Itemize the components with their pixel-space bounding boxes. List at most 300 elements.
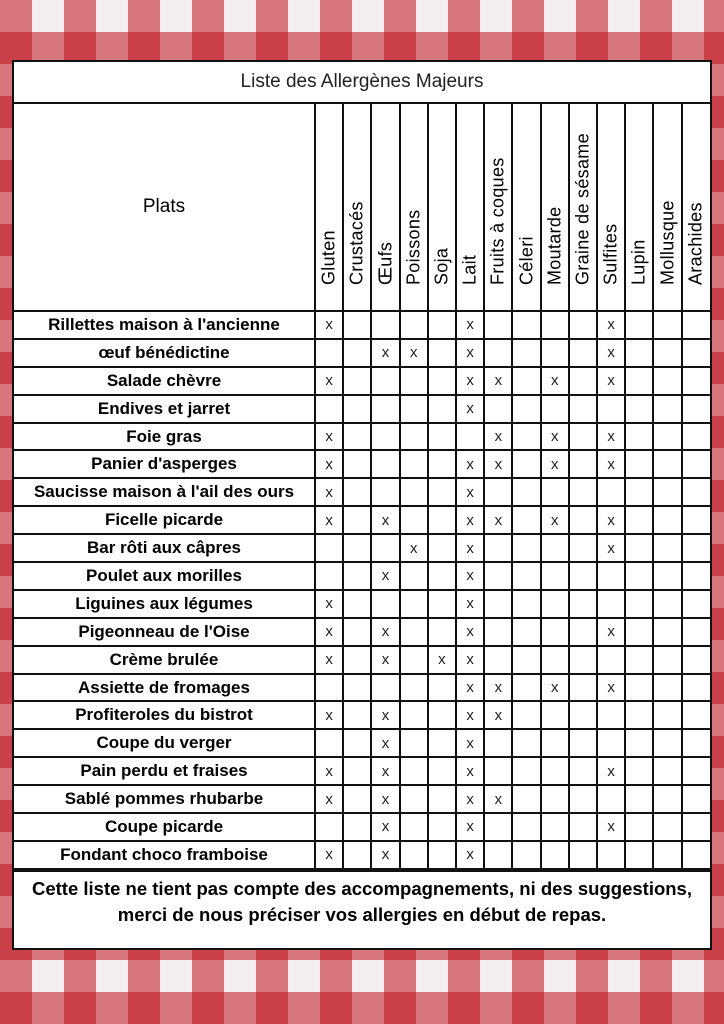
allergen-cell <box>400 785 428 813</box>
dish-name: Salade chèvre <box>14 367 315 395</box>
table-row <box>14 506 710 534</box>
allergen-label: Gluten <box>318 230 339 285</box>
table-row <box>14 311 710 339</box>
allergen-cell <box>343 701 371 729</box>
allergen-mark: x <box>371 339 399 367</box>
allergen-cell <box>428 367 456 395</box>
allergen-cell <box>541 757 569 785</box>
allergen-mark: x <box>484 701 512 729</box>
allergen-cell <box>569 395 597 423</box>
allergen-cell <box>625 478 653 506</box>
dish-name: Coupe du verger <box>14 729 315 757</box>
allergen-cell <box>512 590 540 618</box>
allergen-cell <box>512 618 540 646</box>
allergen-cell <box>428 478 456 506</box>
allergen-mark: x <box>541 506 569 534</box>
allergen-cell <box>653 701 681 729</box>
allergen-cell <box>653 450 681 478</box>
allergen-cell <box>343 478 371 506</box>
allergen-mark: x <box>315 757 343 785</box>
allergen-cell <box>512 395 540 423</box>
allergen-cell <box>512 562 540 590</box>
dish-name: Foie gras <box>14 423 315 451</box>
allergen-mark: x <box>597 367 625 395</box>
allergen-cell <box>315 395 343 423</box>
allergen-cell <box>400 478 428 506</box>
allergen-cell <box>371 450 399 478</box>
allergen-cell <box>343 534 371 562</box>
dish-name: Crème brulée <box>14 646 315 674</box>
allergen-cell <box>484 395 512 423</box>
allergen-header <box>682 104 710 311</box>
allergen-cell <box>625 701 653 729</box>
allergen-cell <box>569 618 597 646</box>
allergen-cell <box>541 841 569 869</box>
allergen-label: Sulfites <box>600 223 621 285</box>
allergen-cell <box>400 395 428 423</box>
allergen-cell <box>625 506 653 534</box>
allergen-cell <box>569 757 597 785</box>
allergen-cell <box>400 618 428 646</box>
allergen-mark: x <box>456 785 484 813</box>
allergen-mark: x <box>541 450 569 478</box>
allergen-cell <box>653 367 681 395</box>
allergen-label: Lupin <box>628 239 649 285</box>
allergen-mark: x <box>541 674 569 702</box>
allergen-cell <box>597 646 625 674</box>
allergen-cell <box>682 618 710 646</box>
allergen-mark: x <box>371 701 399 729</box>
allergen-cell <box>653 757 681 785</box>
allergen-cell <box>569 311 597 339</box>
dish-name: Saucisse maison à l'ail des ours <box>14 478 315 506</box>
allergen-cell <box>512 367 540 395</box>
allergen-cell <box>428 534 456 562</box>
allergen-mark: x <box>597 423 625 451</box>
allergen-mark: x <box>371 562 399 590</box>
allergen-label: Fruits à coques <box>487 157 508 285</box>
allergen-cell <box>541 813 569 841</box>
allergen-cell <box>625 534 653 562</box>
allergen-cell <box>653 395 681 423</box>
allergen-header <box>512 104 540 311</box>
allergen-mark: x <box>597 450 625 478</box>
dish-name: Fondant choco framboise <box>14 841 315 869</box>
allergen-cell <box>512 841 540 869</box>
allergen-cell <box>400 813 428 841</box>
dish-name: Ficelle picarde <box>14 506 315 534</box>
allergen-cell <box>484 841 512 869</box>
allergen-cell <box>597 395 625 423</box>
allergen-cell <box>343 674 371 702</box>
allergen-cell <box>400 562 428 590</box>
allergen-cell <box>512 701 540 729</box>
allergen-header <box>428 104 456 311</box>
allergen-label: Poissons <box>403 209 424 285</box>
dish-name: Pigeonneau de l'Oise <box>14 618 315 646</box>
allergen-mark: x <box>315 618 343 646</box>
allergen-cell <box>541 562 569 590</box>
allergen-cell <box>541 339 569 367</box>
allergen-cell <box>428 590 456 618</box>
allergen-mark: x <box>456 618 484 646</box>
allergen-cell <box>512 813 540 841</box>
allergen-cell <box>343 729 371 757</box>
allergen-mark: x <box>315 506 343 534</box>
allergen-cell <box>428 450 456 478</box>
allergen-cell <box>682 646 710 674</box>
allergen-cell <box>512 729 540 757</box>
allergen-mark: x <box>315 701 343 729</box>
allergen-label: Arachides <box>685 202 706 285</box>
allergen-mark: x <box>597 339 625 367</box>
allergen-cell <box>625 562 653 590</box>
table-row <box>14 785 710 813</box>
dish-name: Sablé pommes rhubarbe <box>14 785 315 813</box>
allergen-mark: x <box>484 367 512 395</box>
table-row <box>14 841 710 869</box>
allergen-cell <box>428 339 456 367</box>
allergen-mark: x <box>315 423 343 451</box>
footer-note: Cette liste ne tient pas compte des accompagnements, ni des suggestions, merci de nous préciser vos allergies en début de repas. <box>14 870 710 932</box>
allergen-label: Œufs <box>375 241 395 285</box>
table-row <box>14 534 710 562</box>
allergen-cell <box>682 729 710 757</box>
allergen-cell <box>428 757 456 785</box>
allergen-mark: x <box>428 646 456 674</box>
allergen-mark: x <box>315 450 343 478</box>
allergen-cell <box>569 423 597 451</box>
allergen-cell <box>597 478 625 506</box>
allergen-cell <box>682 534 710 562</box>
allergen-cell <box>597 590 625 618</box>
allergen-cell <box>512 646 540 674</box>
allergen-mark: x <box>456 729 484 757</box>
header-row <box>14 104 710 311</box>
table-row <box>14 339 710 367</box>
allergen-cell <box>428 311 456 339</box>
allergen-mark: x <box>371 841 399 869</box>
table-row <box>14 757 710 785</box>
allergen-mark: x <box>456 367 484 395</box>
allergen-cell <box>569 729 597 757</box>
allergen-cell <box>569 785 597 813</box>
allergen-cell <box>653 646 681 674</box>
allergen-cell <box>428 674 456 702</box>
allergen-mark: x <box>371 729 399 757</box>
allergen-mark: x <box>484 506 512 534</box>
allergen-mark: x <box>400 339 428 367</box>
allergen-cell <box>484 757 512 785</box>
allergen-cell <box>343 590 371 618</box>
dish-name: Bar rôti aux câpres <box>14 534 315 562</box>
allergen-cell <box>569 478 597 506</box>
allergen-mark: x <box>597 506 625 534</box>
allergen-mark: x <box>456 339 484 367</box>
allergen-mark: x <box>541 367 569 395</box>
allergen-cell <box>400 729 428 757</box>
allergen-cell <box>428 841 456 869</box>
allergen-cell <box>625 367 653 395</box>
allergen-cell <box>569 562 597 590</box>
allergen-cell <box>569 841 597 869</box>
allergen-cell <box>512 506 540 534</box>
allergen-mark: x <box>541 423 569 451</box>
allergen-cell <box>343 562 371 590</box>
allergen-mark: x <box>597 813 625 841</box>
allergen-cell <box>569 506 597 534</box>
allergen-mark: x <box>456 395 484 423</box>
allergen-cell <box>343 618 371 646</box>
allergen-cell <box>343 395 371 423</box>
allergen-cell <box>653 674 681 702</box>
allergen-cell <box>456 423 484 451</box>
allergen-cell <box>653 339 681 367</box>
allergen-mark: x <box>484 423 512 451</box>
allergen-sheet <box>12 60 712 950</box>
allergen-cell <box>625 841 653 869</box>
allergen-cell <box>625 311 653 339</box>
allergen-mark: x <box>315 785 343 813</box>
allergen-cell <box>625 757 653 785</box>
allergen-cell <box>400 841 428 869</box>
allergen-cell <box>541 729 569 757</box>
allergen-cell <box>682 367 710 395</box>
allergen-header <box>653 104 681 311</box>
allergen-cell <box>653 618 681 646</box>
allergen-cell <box>428 785 456 813</box>
allergen-mark: x <box>456 757 484 785</box>
allergen-cell <box>315 339 343 367</box>
allergen-mark: x <box>456 646 484 674</box>
allergen-mark: x <box>484 450 512 478</box>
allergen-label: Crustacés <box>346 201 367 285</box>
table-row <box>14 395 710 423</box>
allergen-mark: x <box>315 367 343 395</box>
allergen-cell <box>371 395 399 423</box>
allergen-cell <box>625 590 653 618</box>
allergen-table <box>14 104 710 870</box>
allergen-cell <box>541 785 569 813</box>
allergen-header <box>625 104 653 311</box>
allergen-cell <box>428 813 456 841</box>
allergen-mark: x <box>371 618 399 646</box>
allergen-mark: x <box>456 701 484 729</box>
allergen-cell <box>541 590 569 618</box>
table-row <box>14 618 710 646</box>
allergen-cell <box>512 311 540 339</box>
allergen-cell <box>682 311 710 339</box>
allergen-cell <box>682 841 710 869</box>
allergen-cell <box>484 646 512 674</box>
allergen-mark: x <box>456 813 484 841</box>
allergen-cell <box>569 590 597 618</box>
allergen-cell <box>625 729 653 757</box>
dish-name: Poulet aux morilles <box>14 562 315 590</box>
allergen-header <box>597 104 625 311</box>
allergen-header <box>400 104 428 311</box>
allergen-header <box>569 104 597 311</box>
allergen-cell <box>400 506 428 534</box>
allergen-mark: x <box>456 674 484 702</box>
allergen-cell <box>484 729 512 757</box>
allergen-label: Graine de sésame <box>572 133 593 285</box>
allergen-cell <box>653 311 681 339</box>
allergen-cell <box>400 423 428 451</box>
allergen-cell <box>512 534 540 562</box>
allergen-cell <box>343 506 371 534</box>
allergen-cell <box>371 478 399 506</box>
allergen-mark: x <box>315 478 343 506</box>
allergen-cell <box>343 339 371 367</box>
allergen-cell <box>625 450 653 478</box>
allergen-cell <box>512 450 540 478</box>
allergen-cell <box>569 701 597 729</box>
allergen-mark: x <box>371 785 399 813</box>
allergen-cell <box>484 590 512 618</box>
dish-name: Pain perdu et fraises <box>14 757 315 785</box>
allergen-cell <box>428 618 456 646</box>
allergen-cell <box>428 506 456 534</box>
allergen-cell <box>625 646 653 674</box>
allergen-label: Mollusque <box>657 200 678 285</box>
allergen-cell <box>371 311 399 339</box>
table-row <box>14 674 710 702</box>
allergen-cell <box>541 701 569 729</box>
allergen-cell <box>512 757 540 785</box>
allergen-cell <box>315 562 343 590</box>
allergen-cell <box>653 813 681 841</box>
allergen-cell <box>541 311 569 339</box>
plats-header: Plats <box>14 104 315 311</box>
allergen-mark: x <box>597 618 625 646</box>
allergen-cell <box>597 841 625 869</box>
table-row <box>14 646 710 674</box>
allergen-cell <box>371 590 399 618</box>
allergen-mark: x <box>456 534 484 562</box>
allergen-mark: x <box>597 534 625 562</box>
allergen-mark: x <box>597 311 625 339</box>
allergen-cell <box>569 450 597 478</box>
allergen-cell <box>625 339 653 367</box>
allergen-cell <box>597 785 625 813</box>
table-row <box>14 450 710 478</box>
allergen-cell <box>541 478 569 506</box>
allergen-cell <box>343 311 371 339</box>
table-row <box>14 729 710 757</box>
allergen-header <box>541 104 569 311</box>
allergen-cell <box>541 618 569 646</box>
allergen-mark: x <box>456 590 484 618</box>
allergen-mark: x <box>456 450 484 478</box>
table-row <box>14 701 710 729</box>
allergen-mark: x <box>484 674 512 702</box>
allergen-cell <box>428 729 456 757</box>
allergen-cell <box>428 701 456 729</box>
table-row <box>14 590 710 618</box>
allergen-cell <box>653 590 681 618</box>
allergen-cell <box>512 785 540 813</box>
allergen-cell <box>371 367 399 395</box>
allergen-mark: x <box>371 506 399 534</box>
allergen-cell <box>400 674 428 702</box>
allergen-cell <box>569 367 597 395</box>
allergen-cell <box>484 311 512 339</box>
allergen-cell <box>625 395 653 423</box>
allergen-label: Lait <box>459 254 480 285</box>
page-title: Liste des Allergènes Majeurs <box>14 62 710 104</box>
allergen-mark: x <box>315 841 343 869</box>
allergen-cell <box>625 423 653 451</box>
allergen-cell <box>371 423 399 451</box>
allergen-cell <box>682 423 710 451</box>
allergen-cell <box>343 785 371 813</box>
allergen-cell <box>512 674 540 702</box>
allergen-cell <box>682 339 710 367</box>
allergen-cell <box>484 478 512 506</box>
allergen-cell <box>371 674 399 702</box>
allergen-cell <box>371 534 399 562</box>
allergen-cell <box>625 618 653 646</box>
allergen-label: Céleri <box>516 236 537 285</box>
dish-name: Profiteroles du bistrot <box>14 701 315 729</box>
allergen-mark: x <box>456 562 484 590</box>
allergen-mark: x <box>456 841 484 869</box>
allergen-cell <box>682 478 710 506</box>
allergen-mark: x <box>371 646 399 674</box>
allergen-cell <box>343 423 371 451</box>
allergen-header <box>371 104 399 311</box>
allergen-mark: x <box>315 311 343 339</box>
allergen-cell <box>400 367 428 395</box>
allergen-cell <box>625 674 653 702</box>
allergen-cell <box>400 450 428 478</box>
allergen-cell <box>484 562 512 590</box>
allergen-cell <box>343 646 371 674</box>
allergen-cell <box>512 339 540 367</box>
allergen-mark: x <box>315 590 343 618</box>
allergen-cell <box>625 813 653 841</box>
allergen-cell <box>400 590 428 618</box>
allergen-mark: x <box>371 757 399 785</box>
allergen-cell <box>682 506 710 534</box>
allergen-mark: x <box>597 674 625 702</box>
allergen-cell <box>484 534 512 562</box>
allergen-cell <box>343 813 371 841</box>
allergen-cell <box>682 450 710 478</box>
allergen-cell <box>653 729 681 757</box>
allergen-mark: x <box>371 813 399 841</box>
dish-name: Panier d'asperges <box>14 450 315 478</box>
allergen-cell <box>682 674 710 702</box>
allergen-cell <box>400 701 428 729</box>
allergen-cell <box>428 423 456 451</box>
allergen-mark: x <box>484 785 512 813</box>
allergen-cell <box>625 785 653 813</box>
allergen-cell <box>343 450 371 478</box>
table-row <box>14 423 710 451</box>
table-row <box>14 367 710 395</box>
allergen-cell <box>597 701 625 729</box>
allergen-cell <box>569 646 597 674</box>
allergen-header <box>315 104 343 311</box>
allergen-cell <box>682 701 710 729</box>
allergen-cell <box>343 757 371 785</box>
allergen-cell <box>682 590 710 618</box>
allergen-cell <box>428 562 456 590</box>
allergen-cell <box>484 813 512 841</box>
table-row <box>14 478 710 506</box>
